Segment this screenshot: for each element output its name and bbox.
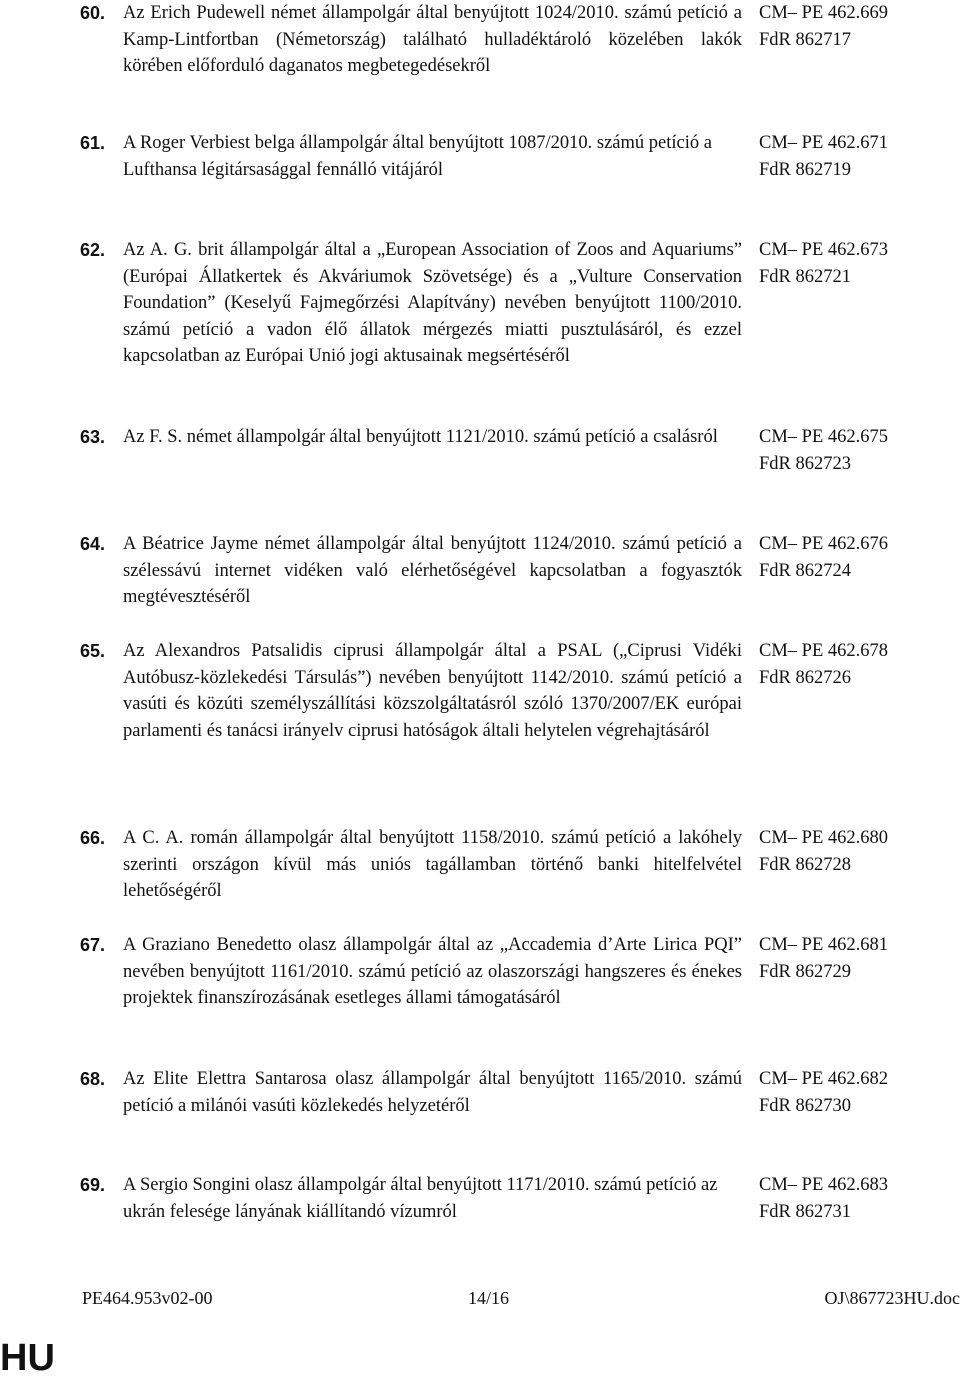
- item-text: Az Elite Elettra Santarosa olasz állampolgár által benyújtott 1165/2010. számú petíció a milánói vasúti közlekedés helyzetéről: [123, 1066, 742, 1119]
- fdr-reference: FdR 862719: [759, 157, 959, 184]
- cm-reference: CM– PE 462.678: [759, 638, 959, 665]
- item-number: 65.: [80, 638, 122, 665]
- item-text: A C. A. román állampolgár által benyújtott 1158/2010. számú petíció a lakóhely szerinti országon kívül más uniós tagállamban történő banki hitelfelvétel lehetőségéről: [123, 825, 742, 905]
- page-footer: [82, 1288, 960, 1312]
- fdr-reference: FdR 862721: [759, 264, 959, 291]
- item-text: Az A. G. brit állampolgár által a „European Association of Zoos and Aquariums” (Európai Állatkertek és Akváriumok Szövetsége) és a „Vulture Conservation Foundation” (Keselyű Fajmegőrzési Alapítvány) nevében benyújtott 1100/2010. számú petíció a vadon élő állatok mérgezés miatti pusztulásáról, és ezzel kapcsolatban az Európai Unió jogi aktusainak megsértéséről: [123, 237, 742, 370]
- fdr-reference: FdR 862726: [759, 665, 959, 692]
- item-number: 61.: [80, 130, 122, 157]
- item-number: 68.: [80, 1066, 122, 1093]
- item-number: 66.: [80, 825, 122, 852]
- item-number: 64.: [80, 531, 122, 558]
- cm-reference: CM– PE 462.673: [759, 237, 959, 264]
- language-code: HU: [0, 1338, 55, 1378]
- cm-reference: CM– PE 462.681: [759, 932, 959, 959]
- fdr-reference: FdR 862728: [759, 852, 959, 879]
- item-text: A Roger Verbiest belga állampolgár által benyújtott 1087/2010. számú petíció a Lufthansa légitársasággal fennálló vitájáról: [123, 130, 742, 183]
- item-reference: [759, 130, 959, 183]
- item-reference: [759, 0, 959, 53]
- item-reference: [759, 825, 959, 878]
- item-reference: [759, 424, 959, 477]
- item-text: Az Erich Pudewell német állampolgár által benyújtott 1024/2010. számú petíció a Kamp-Lintfortban (Németország) található hulladéktároló közelében lakók körében előforduló daganatos megbetegedésekről: [123, 0, 742, 80]
- cm-reference: CM– PE 462.671: [759, 130, 959, 157]
- item-number: 62.: [80, 237, 122, 264]
- cm-reference: CM– PE 462.669: [759, 0, 959, 27]
- cm-reference: CM– PE 462.683: [759, 1172, 959, 1199]
- cm-reference: CM– PE 462.682: [759, 1066, 959, 1093]
- cm-reference: CM– PE 462.675: [759, 424, 959, 451]
- item-reference: [759, 531, 959, 584]
- file-name: OJ\867723HU.doc: [825, 1288, 960, 1309]
- item-number: 63.: [80, 424, 122, 451]
- item-reference: [759, 1172, 959, 1225]
- item-number: 67.: [80, 932, 122, 959]
- cm-reference: CM– PE 462.680: [759, 825, 959, 852]
- fdr-reference: FdR 862723: [759, 451, 959, 478]
- fdr-reference: FdR 862717: [759, 27, 959, 54]
- document-code: PE464.953v02-00: [82, 1288, 213, 1309]
- item-text: A Béatrice Jayme német állampolgár által benyújtott 1124/2010. számú petíció a szélessávú internet vidéken való elérhetőségével kapcsolatban a fogyasztók megtévesztéséről: [123, 531, 742, 611]
- fdr-reference: FdR 862724: [759, 558, 959, 585]
- item-number: 60.: [80, 0, 122, 27]
- page-number: 14/16: [468, 1288, 509, 1309]
- item-number: 69.: [80, 1172, 122, 1199]
- fdr-reference: FdR 862730: [759, 1093, 959, 1120]
- item-text: Az Alexandros Patsalidis ciprusi állampolgár által a PSAL („Ciprusi Vidéki Autóbusz-közlekedési Társulás”) nevében benyújtott 1142/2010. számú petíció a vasúti és közúti személyszállítási közszolgáltatásról szóló 1370/2007/EK európai parlamenti és tanácsi irányelv ciprusi hatóságok általi helytelen végrehajtásáról: [123, 638, 742, 744]
- item-text: A Sergio Songini olasz állampolgár által benyújtott 1171/2010. számú petíció az ukrán felesége lányának kiállítandó vízumról: [123, 1172, 742, 1225]
- item-reference: [759, 237, 959, 290]
- item-reference: [759, 1066, 959, 1119]
- item-reference: [759, 638, 959, 691]
- item-reference: [759, 932, 959, 985]
- item-text: Az F. S. német állampolgár által benyújtott 1121/2010. számú petíció a csalásról: [123, 424, 742, 451]
- fdr-reference: FdR 862729: [759, 959, 959, 986]
- item-text: A Graziano Benedetto olasz állampolgár által az „Accademia d’Arte Lirica PQI” nevében benyújtott 1161/2010. számú petíció az olaszországi hangszeres és énekes projektek finanszírozásának esetleges állami támogatásáról: [123, 932, 742, 1012]
- fdr-reference: FdR 862731: [759, 1199, 959, 1226]
- cm-reference: CM– PE 462.676: [759, 531, 959, 558]
